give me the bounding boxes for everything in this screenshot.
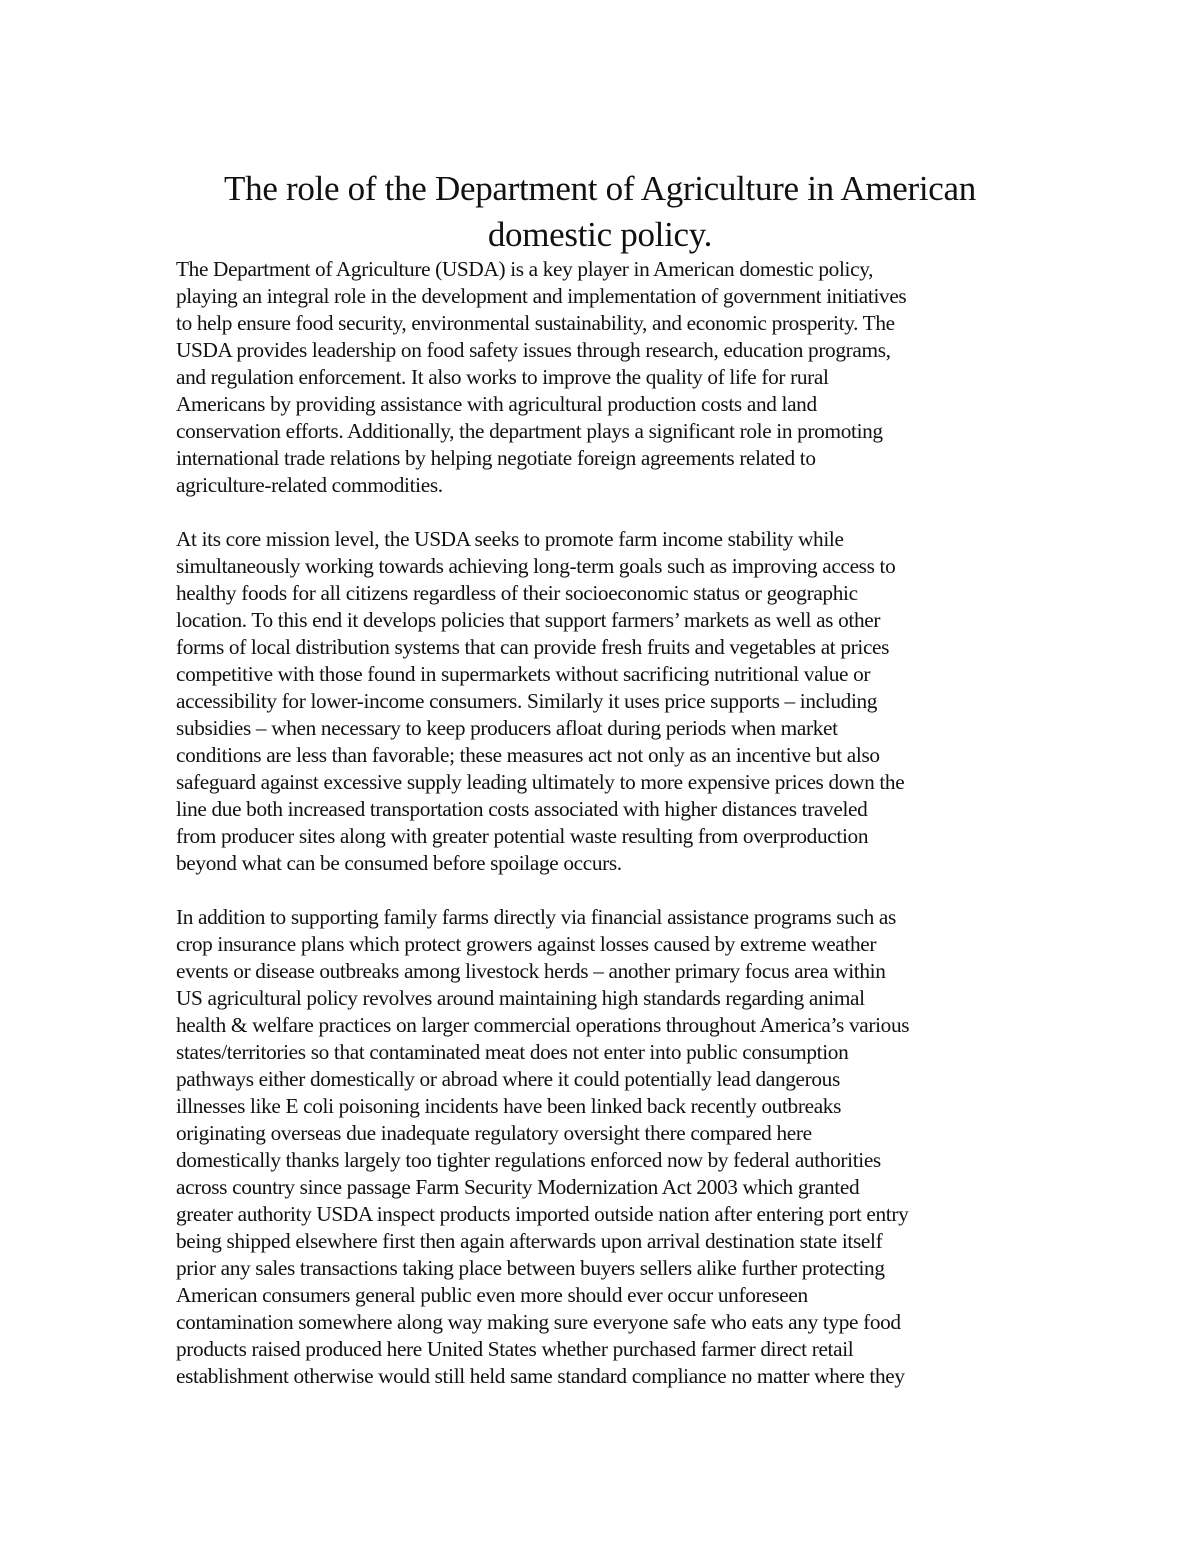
body-paragraph	[176, 256, 1036, 499]
text-line: pathways either domestically or abroad where it could potentially lead dangerous	[176, 1067, 840, 1091]
text-line: healthy foods for all citizens regardless of their socioeconomic status or geographic	[176, 581, 858, 605]
text-line: states/territories so that contaminated meat does not enter into public consumption	[176, 1040, 849, 1064]
text-line: safeguard against excessive supply leading ultimately to more expensive prices down the	[176, 770, 905, 794]
text-line: forms of local distribution systems that can provide fresh fruits and vegetables at prices	[176, 635, 890, 659]
text-line: beyond what can be consumed before spoilage occurs.	[176, 851, 622, 875]
text-line: The Department of Agriculture (USDA) is a key player in American domestic policy,	[176, 257, 874, 281]
text-line: subsidies – when necessary to keep producers afloat during periods when market	[176, 716, 838, 740]
text-line: establishment otherwise would still held same standard compliance no matter where they	[176, 1364, 905, 1388]
text-line: playing an integral role in the development and implementation of government initiatives	[176, 284, 907, 308]
text-line: accessibility for lower-income consumers. Similarly it uses price supports – including	[176, 689, 878, 713]
document-body	[176, 256, 1036, 1417]
text-line: across country since passage Farm Security Modernization Act 2003 which granted	[176, 1175, 860, 1199]
text-line: to help ensure food security, environmental sustainability, and economic prosperity. The	[176, 311, 895, 335]
text-line: from producer sites along with greater potential waste resulting from overproduction	[176, 824, 869, 848]
text-line: events or disease outbreaks among livestock herds – another primary focus area within	[176, 959, 886, 983]
text-line: originating overseas due inadequate regulatory oversight there compared here	[176, 1121, 812, 1145]
text-line: products raised produced here United States whether purchased farmer direct retail	[176, 1337, 854, 1361]
text-line: line due both increased transportation costs associated with higher distances traveled	[176, 797, 868, 821]
text-line: contamination somewhere along way making sure everyone safe who eats any type food	[176, 1310, 901, 1334]
text-line: illnesses like E coli poisoning incidents have been linked back recently outbreaks	[176, 1094, 842, 1118]
text-line: USDA provides leadership on food safety issues through research, education programs,	[176, 338, 891, 362]
title-line: The role of the Department of Agriculture in American	[224, 169, 976, 208]
page-title	[150, 166, 1050, 258]
text-line: conservation efforts. Additionally, the department plays a significant role in promoting	[176, 419, 883, 443]
body-paragraph	[176, 526, 1036, 877]
text-line: being shipped elsewhere first then again afterwards upon arrival destination state itself	[176, 1229, 883, 1253]
text-line: prior any sales transactions taking place between buyers sellers alike further protecting	[176, 1256, 885, 1280]
text-line: location. To this end it develops policies that support farmers’ markets as well as other	[176, 608, 881, 632]
title-line: domestic policy.	[487, 215, 713, 254]
text-line: international trade relations by helping negotiate foreign agreements related to	[176, 446, 816, 470]
text-line: At its core mission level, the USDA seeks to promote farm income stability while	[176, 527, 844, 551]
text-line: conditions are less than favorable; these measures act not only as an incentive but also	[176, 743, 880, 767]
text-line: greater authority USDA inspect products imported outside nation after entering port entry	[176, 1202, 909, 1226]
text-line: crop insurance plans which protect growers against losses caused by extreme weather	[176, 932, 877, 956]
text-line: and regulation enforcement. It also works to improve the quality of life for rural	[176, 365, 829, 389]
text-line: simultaneously working towards achieving long-term goals such as improving access to	[176, 554, 896, 578]
text-line: competitive with those found in supermarkets without sacrificing nutritional value or	[176, 662, 871, 686]
text-line: health & welfare practices on larger commercial operations throughout America’s various	[176, 1013, 910, 1037]
body-paragraph	[176, 904, 1036, 1390]
text-line: US agricultural policy revolves around maintaining high standards regarding animal	[176, 986, 865, 1010]
text-line: domestically thanks largely too tighter regulations enforced now by federal authorities	[176, 1148, 881, 1172]
text-line: American consumers general public even more should ever occur unforeseen	[176, 1283, 808, 1307]
text-line: agriculture-related commodities.	[176, 473, 443, 497]
text-line: Americans by providing assistance with agricultural production costs and land	[176, 392, 817, 416]
text-line: In addition to supporting family farms directly via financial assistance programs such as	[176, 905, 896, 929]
